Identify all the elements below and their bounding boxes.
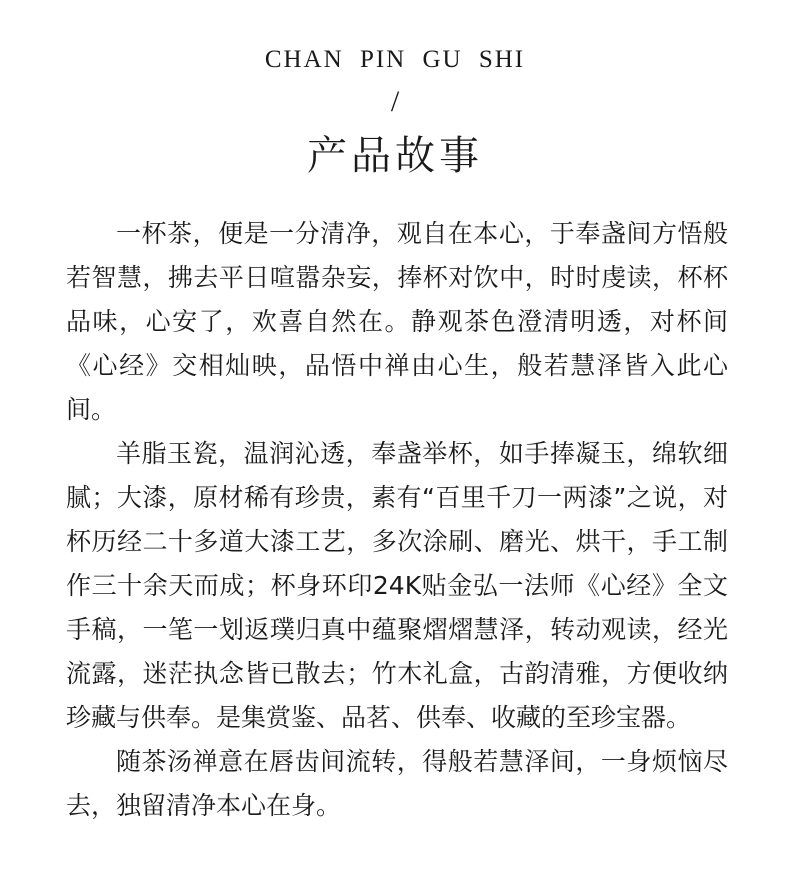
page-header bbox=[0, 40, 790, 182]
story-paragraph-1: 一杯茶，便是一分清净，观自在本心，于奉盏间方悟般若智慧，拂去平日喧嚣杂妄，捧杯对饮中，时时虔读，杯杯品味，心安了，欢喜自然在。静观茶色澄清明透，对杯间《心经》交相灿映，品悟中禅由心生，般若慧泽皆入此心间。 bbox=[66, 219, 728, 424]
pinyin-subtitle: CHAN PIN GU SHI bbox=[264, 46, 526, 73]
page-title: 产品故事 bbox=[307, 133, 483, 179]
story-body bbox=[66, 212, 728, 828]
story-paragraph-2: 羊脂玉瓷，温润沁透，奉盏举杯，如手捧凝玉，绵软细腻；大漆，原材稀有珍贵，素有“百里千刀一两漆”之说，对杯历经二十多道大漆工艺，多次涂刷、磨光、烘干，手工制作三十余天而成；杯身环印24K贴金弘一法师《心经》全文手稿，一笔一划返璞归真中蕴聚熠熠慧泽，转动观读，经光流露，迷茫执念皆已散去；竹木礼盒，古韵清雅，方便收纳珍藏与供奉。是集赏鉴、品茗、供奉、收藏的至珍宝器。 bbox=[66, 439, 728, 732]
story-paragraph-3: 随茶汤禅意在唇齿间流转，得般若慧泽间，一身烦恼尽去，独留清净本心在身。 bbox=[66, 747, 728, 820]
slash-divider: / bbox=[390, 85, 400, 118]
